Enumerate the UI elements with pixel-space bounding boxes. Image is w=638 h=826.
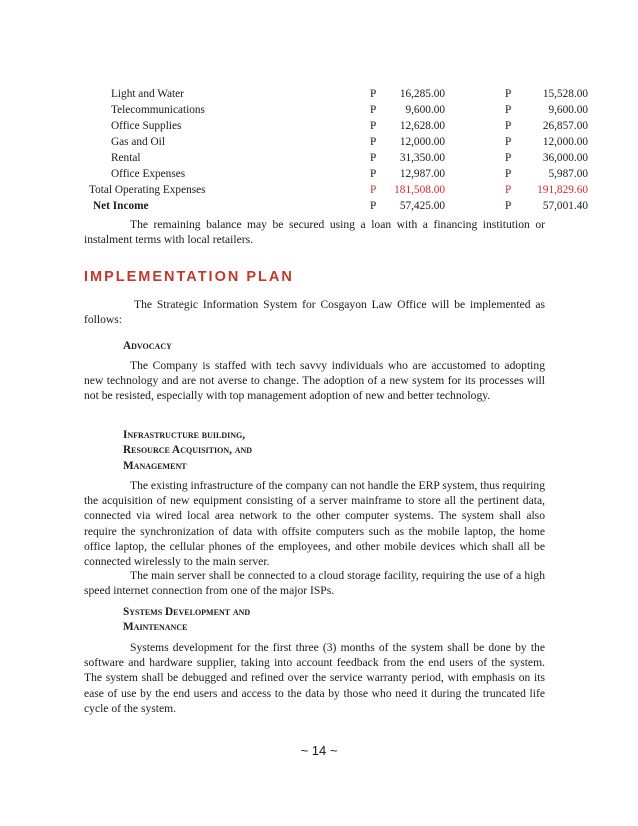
row-label: Net Income bbox=[93, 200, 149, 212]
page-number: ~ 14 ~ bbox=[300, 743, 338, 758]
currency-col2: P bbox=[505, 88, 512, 100]
amount-col2: 9,600.00 bbox=[548, 104, 588, 116]
balance-paragraph: The remaining balance may be secured using a loan with a financing institution or instalment terms with local retailers. bbox=[84, 218, 545, 247]
row-label: Rental bbox=[111, 152, 141, 164]
currency-col1: P bbox=[370, 136, 377, 148]
currency-col1: P bbox=[370, 104, 377, 116]
amount-col1: 12,000.00 bbox=[399, 136, 445, 148]
amount-col1: 12,987.00 bbox=[399, 168, 445, 180]
amount-col1: 31,350.00 bbox=[399, 152, 445, 164]
row-label: Gas and Oil bbox=[111, 136, 165, 148]
heading-line: Infrastructure building, bbox=[123, 429, 246, 441]
systems-heading bbox=[123, 605, 250, 636]
currency-col2: P bbox=[505, 200, 512, 212]
currency-col2: P bbox=[505, 184, 512, 196]
amount-col1: 57,425.00 bbox=[399, 200, 445, 212]
amount-col2: 191,829.60 bbox=[537, 184, 588, 196]
amount-col2: 57,001.40 bbox=[542, 200, 588, 212]
advocacy-heading: Advocacy bbox=[123, 340, 172, 352]
amount-col2: 26,857.00 bbox=[542, 120, 588, 132]
currency-col1: P bbox=[370, 184, 377, 196]
row-label: Telecommunications bbox=[111, 104, 205, 116]
currency-col2: P bbox=[505, 104, 512, 116]
systems-paragraph: Systems development for the first three (3) months of the system shall be done by the software and hardware supplier, taking into account feedback from the end users of the system. The system shall be debugged and refined over the service warranty period, with emphasis on its ease of use by the end users and access to the data by those who need it during the truncated life cycle of the system. bbox=[84, 641, 545, 715]
amount-col2: 15,528.00 bbox=[542, 88, 588, 100]
currency-col2: P bbox=[505, 168, 512, 180]
amount-col1: 16,285.00 bbox=[399, 88, 445, 100]
amount-col2: 12,000.00 bbox=[542, 136, 588, 148]
amount-col2: 36,000.00 bbox=[542, 152, 588, 164]
intro-paragraph: The Strategic Information System for Cosgayon Law Office will be implemented as follows: bbox=[84, 298, 545, 327]
currency-col1: P bbox=[370, 120, 377, 132]
infrastructure-paragraph: The existing infrastructure of the company can not handle the ERP system, thus requiring the acquisition of new equipment consisting of a server mainframe to store all the pertinent data, connected via wired local area network to the other computer systems. The system shall also require the synchronization of data with offsite computers such as the mobile laptop, the home office laptop, the cellular phones of the employees, and other mobile devices which shall all be connected wirelessly to the main server. bbox=[84, 479, 545, 569]
currency-col2: P bbox=[505, 152, 512, 164]
currency-col1: P bbox=[370, 88, 377, 100]
currency-col1: P bbox=[370, 152, 377, 164]
row-label: Office Expenses bbox=[111, 168, 186, 180]
server-paragraph: The main server shall be connected to a cloud storage facility, requiring the use of a high speed internet connection from one of the major ISPs. bbox=[84, 569, 545, 598]
heading-line: Maintenance bbox=[123, 621, 188, 634]
row-label: Total Operating Expenses bbox=[89, 184, 206, 196]
section-heading: IMPLEMENTATION PLAN bbox=[84, 269, 294, 285]
currency-col1: P bbox=[370, 168, 377, 180]
amount-col2: 5,987.00 bbox=[548, 168, 588, 180]
row-label: Office Supplies bbox=[111, 120, 182, 132]
currency-col2: P bbox=[505, 136, 512, 148]
amount-col1: 181,508.00 bbox=[394, 184, 445, 196]
currency-col1: P bbox=[370, 200, 377, 212]
heading-line: Resource Acquisition, and bbox=[123, 444, 253, 457]
advocacy-paragraph: The Company is staffed with tech savvy individuals who are accustomed to adopting new technology and are not averse to change. The adoption of a new system for its processes will not be resisted, especially with top management adoption of new and better technology. bbox=[84, 359, 545, 403]
row-label: Light and Water bbox=[111, 88, 184, 100]
infrastructure-heading bbox=[123, 428, 252, 474]
amount-col1: 12,628.00 bbox=[399, 120, 445, 132]
heading-line: Systems Development and bbox=[123, 606, 251, 618]
amount-col1: 9,600.00 bbox=[405, 104, 445, 116]
currency-col2: P bbox=[505, 120, 512, 132]
heading-line: Management bbox=[123, 459, 187, 472]
